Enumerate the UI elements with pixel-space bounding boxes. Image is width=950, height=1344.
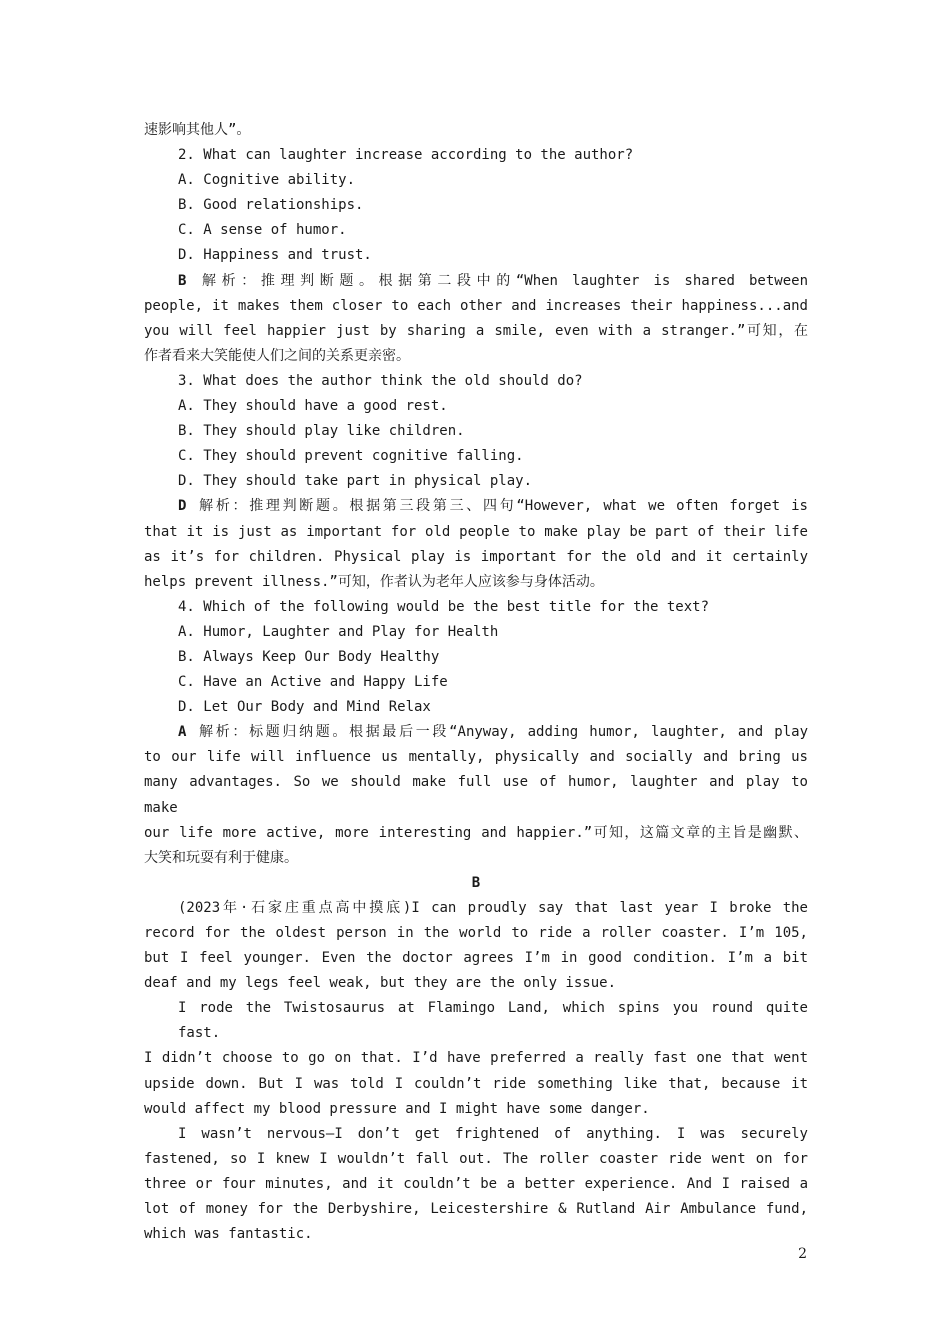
passage-p3-line-1: I wasn’t nervous—I don’t get frightened of anything. I was securely [178,1125,808,1142]
q4-analysis-line-5: 大笑和玩耍有利于健康。 [144,849,298,866]
passage-p2-line-3: upside down. But I was told I couldn’t ride something like that, because it [144,1075,808,1092]
passage-p3-line-4: lot of money for the Derbyshire, Leicestershire & Rutland Air Ambulance fund, [144,1201,808,1218]
q4-option-a: A. Humor, Laughter and Play for Health [178,623,499,640]
page-number: 2 [798,1246,807,1262]
q4-option-b: B. Always Keep Our Body Healthy [178,648,440,665]
document-body [144,118,808,1247]
passage-p1-line-1: (2023年·石家庄重点高中摸底)I can proudly say that last year I broke the [178,899,808,916]
passage-p3-line-2: fastened, so I knew I wouldn’t fall out. The roller coaster ride went on for [144,1150,808,1167]
q4-option-c: C. Have an Active and Happy Life [178,674,448,691]
passage-p2-line-1: I rode the Twistosaurus at Flamingo Land, which spins you round quite fast. [178,1000,808,1042]
q3-option-d: D. They should take part in physical play. [178,473,533,490]
q4-analysis-line-4: our life more active, more interesting and happier.”可知，这篇文章的主旨是幽默、 [144,824,808,841]
intro-tail: 速影响其他人”。 [144,122,251,138]
q2-stem: 2. What can laughter increase according to the author? [178,147,634,164]
q4-option-d: D. Let Our Body and Mind Relax [178,699,431,716]
q3-answer: D [178,498,187,515]
q2-analysis-line-4: 作者看来大笑能使人们之间的关系更亲密。 [144,347,410,364]
q3-analysis-line-4: helps prevent illness.”可知，作者认为老年人应该参与身体活动。 [144,573,604,590]
passage-p3-line-5: which was fantastic. [144,1226,313,1243]
passage-p1-line-3: but I feel younger. Even the doctor agrees I’m in good condition. I’m a bit [144,950,808,967]
q3-analysis-line-3: as it’s for children. Physical play is important for the old and it certainly [144,548,808,565]
q2-option-a: A. Cognitive ability. [178,172,356,189]
passage-p2-line-4: would affect my blood pressure and I might have some danger. [144,1100,650,1117]
q3-option-c: C. They should prevent cognitive falling. [178,448,524,465]
passage-p3-line-3: three or four minutes, and it couldn’t be a better experience. And I raised a [144,1175,808,1192]
section-b-heading: B [471,874,481,891]
q2-analysis-line-1: B 解析：推理判断题。根据第二段中的“When laughter is shared between [178,272,808,289]
q2-answer: B [178,272,187,289]
q4-answer: A [178,724,187,741]
q2-option-c: C. A sense of humor. [178,222,347,239]
passage-p1-line-4: deaf and my legs feel weak, but they are the only issue. [144,975,617,992]
q4-analysis-line-1: A 解析：标题归纳题。根据最后一段“Anyway, adding humor, laughter, and play [178,724,808,741]
q2-option-b: B. Good relationships. [178,197,364,214]
q3-option-a: A. They should have a good rest. [178,398,448,415]
q2-analysis-line-2: people, it makes them closer to each other and increases their happiness...and [144,297,808,314]
passage-p2-line-2: I didn’t choose to go on that. I’d have preferred a really fast one that went [144,1050,808,1067]
q4-stem: 4. Which of the following would be the best title for the text? [178,598,710,615]
passage-p1-line-2: record for the oldest person in the world to ride a roller coaster. I’m 105, [144,925,808,941]
q3-option-b: B. They should play like children. [178,423,465,440]
q3-analysis-line-1: D 解析：推理判断题。根据第三段第三、四句“However, what we often forget is [178,498,808,515]
q3-analysis-line-2: that it is just as important for old people to make play be part of their life [144,523,808,540]
q3-stem: 3. What does the author think the old should do? [178,372,583,389]
q2-option-d: D. Happiness and trust. [178,247,372,264]
q4-analysis-line-3: many advantages. So we should make full use of humor, laughter and play to make [144,774,808,816]
q2-analysis-line-3: you will feel happier just by sharing a smile, even with a stranger.”可知，在 [144,322,808,339]
q4-analysis-line-2: to our life will influence us mentally, physically and socially and bring us [144,749,808,766]
